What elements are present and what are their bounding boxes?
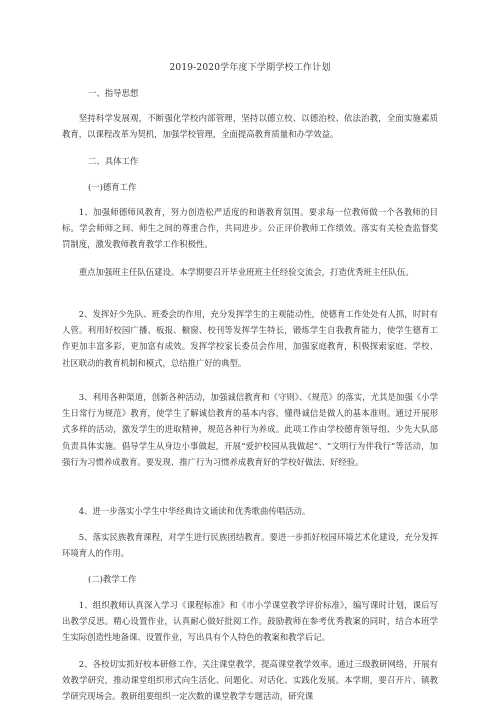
paragraph-guiding-ideology: 坚持科学发展观，不断强化学校内部管理，坚持以德立校、以德治校、依法治教，全面实施素质教育，以课程改革为契机，加强学校管理，全面提高教育质量和办学效益。 xyxy=(62,113,438,140)
section-heading-specific-work: 二、具体工作 xyxy=(88,156,139,166)
paragraph-moral-5: 4、进一步落实小学生中华经典诗文诵读和优秀歌曲传唱活动。 xyxy=(78,506,311,516)
paragraph-teaching-2: 2、各校切实抓好校本研修工作，关注课堂教学，提高课堂教学效率。通过三级教研网络，开展有效教学研究，推动课堂组织形式向生活化、问题化、对话化、实践化发展。本学期，要召开片、镇教学研究现场会。教研组要组织一定次数的课堂教学专题活动，研究课 xyxy=(62,659,438,702)
document-title: 2019-2020学年度下学期学校工作计划 xyxy=(169,63,331,73)
paragraph-moral-4: 3、利用各种渠道，创新各种活动，加强诚信教育和《守则》、《规范》的落实，尤其是加强《小学生日常行为规范》教育，使学生了解诚信教育的基本内容，懂得诚信是做人的基本准则。通过开展形式多样的活动，激发学生的进取精神，规范各种行为养成。此项工作由学校德育领导组、少先大队部负责具体实施。倡导学生从身边小事做起，开展“爱护校园从我做起”、“文明行为伴我行”等活动，加强行为习惯养成教育。要发现、推广行为习惯养成教育好的学校好做法、好经验。 xyxy=(62,392,438,467)
subsection-heading-teaching: (二)教学工作 xyxy=(88,574,137,584)
paragraph-teaching-1: 1、组织教师认真深入学习《课程标准》和《市小学课堂教学评价标准》，编写课时计划，课后写出教学反思。精心设置作业，认真耐心做好批阅工作。鼓励教师在参考优秀教案的同时，结合本班学生实际创造性地备课、设置作业，写出具有个人特色的教案和教学后记。 xyxy=(62,600,438,643)
paragraph-moral-3: 2、发挥好少先队、班委会的作用，充分发挥学生的主观能动性，使德育工作处处有人抓，时时有人管。利用好校园广播、板报、橱窗、校刊等发挥学生特长，锻炼学生自我教育能力，使学生德育工作更加丰富多彩，更加富有成效。发挥学校家长委员会作用，加强家庭教育，积极探索家庭、学校、社区联动的教育机制和模式，总结推广好的典型。 xyxy=(62,309,438,368)
paragraph-moral-6: 5、落实民族教育课程，对学生进行民族团结教育。要进一步抓好校园环境艺术化建设，充分发挥环境育人的作用。 xyxy=(62,532,438,559)
paragraph-moral-2: 重点加强班主任队伍建设。本学期要召开毕业班班主任经验交流会，打造优秀班主任队伍。 xyxy=(78,267,414,277)
section-heading-guiding-ideology: 一、指导思想 xyxy=(88,88,139,98)
paragraph-moral-1: 1、加强师德师风教育，努力创造松严适度的和谐教育氛围。要求每一位教师做一个各教师的目标。学会师师之间、师生之间的尊重合作，共同进步。公正评价教师工作绩效。落实有关检查监督奖罚制度，激发教师教育教学工作积极性。 xyxy=(62,207,438,250)
subsection-heading-moral-education: (一)德育工作 xyxy=(88,182,137,192)
